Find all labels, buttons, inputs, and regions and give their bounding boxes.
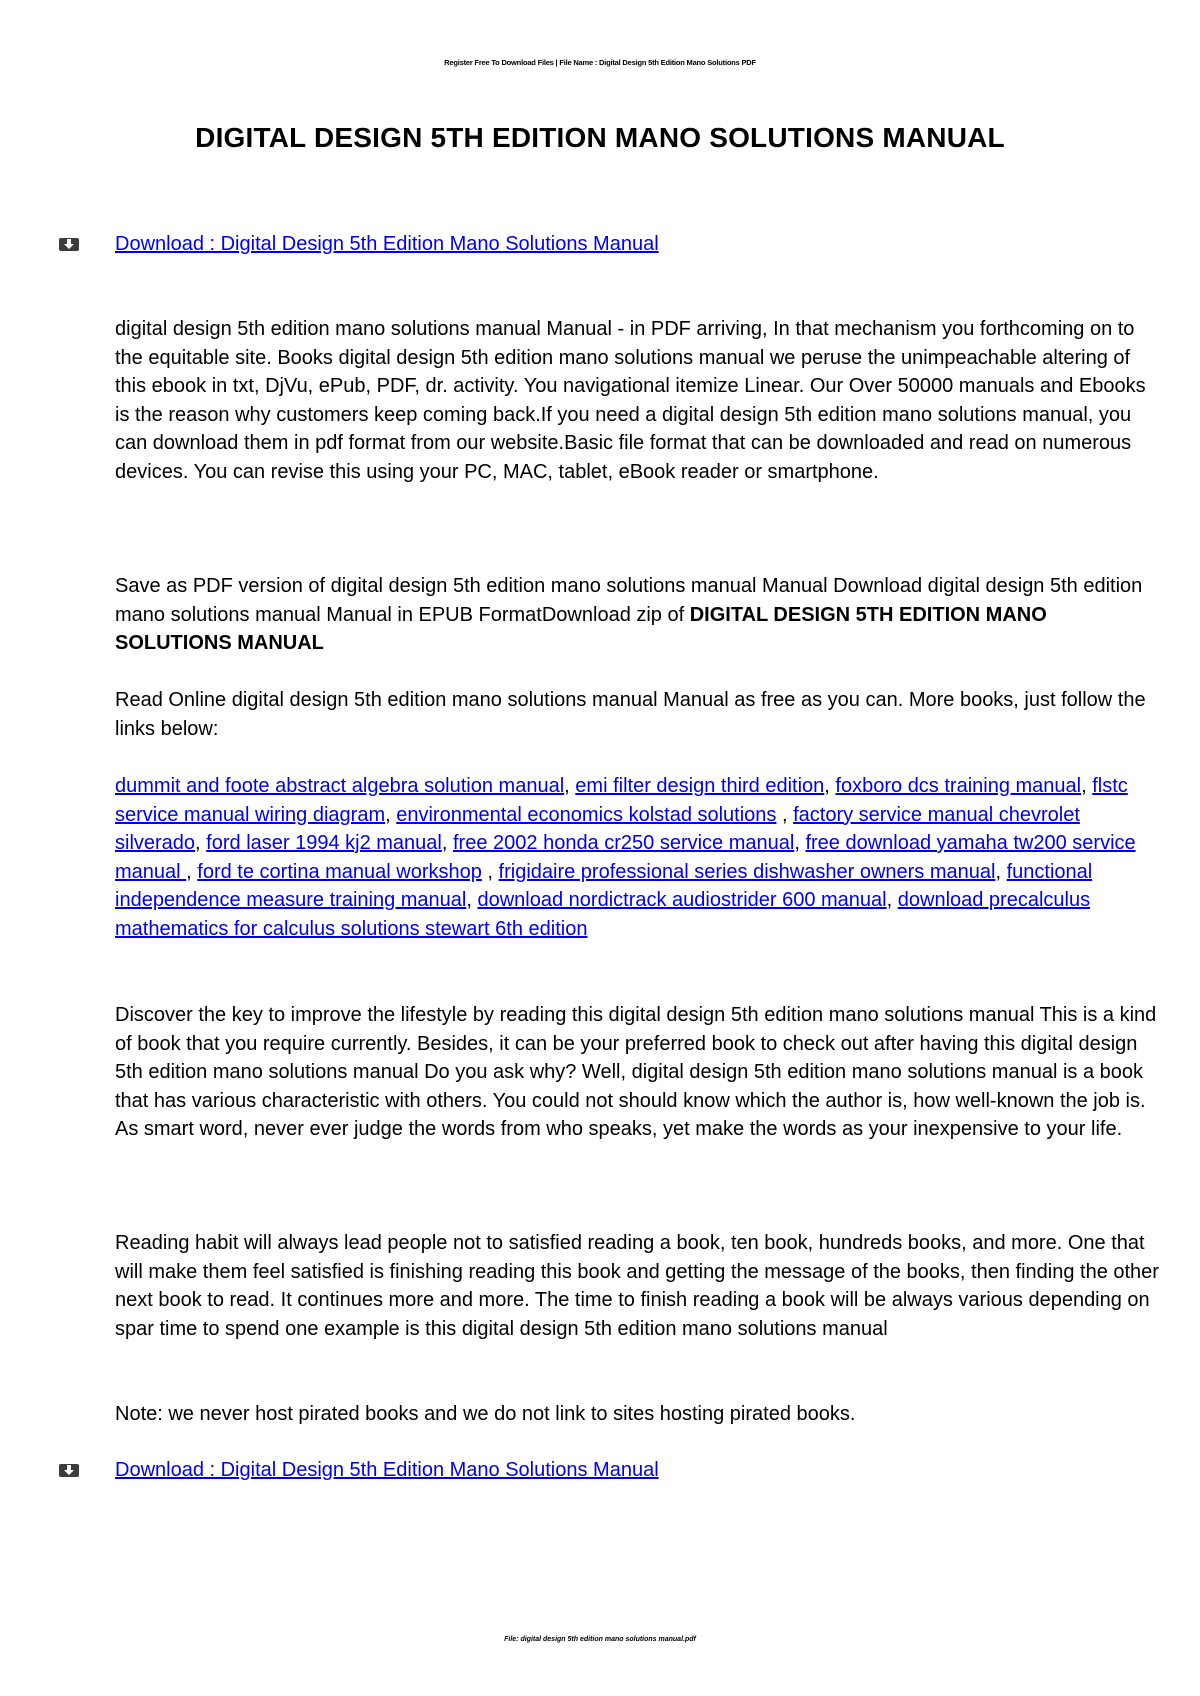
download-row-bottom [59,1456,659,1484]
paragraph-read-online-text: Read Online digital design 5th edition mano solutions manual Manual as free as you can. More books, just follow the links below: [115,689,1146,740]
related-links-list: dummit and foote abstract algebra solution manual, emi filter design third edition, foxboro dcs training manual, flstc service manual wiring diagram, environmental economics kolstad solutions , factory service manual chevrolet silverado, ford laser 1994 kj2 manual, free 2002 honda cr250 service manual, free download yamaha tw200 service manual , ford te cortina manual workshop , frigidaire professional series dishwasher owners manual, functional independence measure training manual, download nordictrack audiostrider 600 manual, download precalculus mathematics for calculus solutions stewart 6th edition [115,775,1136,940]
paragraph-save-as [115,572,1165,658]
related-link[interactable]: flstc service manual wiring diagram [115,775,1128,826]
paragraph-discover [115,1001,1165,1144]
related-link[interactable]: emi filter design third edition [575,775,825,797]
header-note: Register Free To Download Files | File Name : Digital Design 5th Edition Mano Solutions PDF [444,58,756,67]
related-link[interactable]: dummit and foote abstract algebra solution manual [115,775,565,797]
related-link[interactable]: ford te cortina manual workshop [197,860,482,883]
footer-note: File: digital design 5th edition mano solutions manual.pdf [504,1636,696,1643]
related-link[interactable]: frigidaire professional series dishwasher owners manual [498,860,996,883]
download-link-bottom[interactable]: Download : Digital Design 5th Edition Mano Solutions Manual [115,1458,659,1481]
document-title: DIGITAL DESIGN 5TH EDITION MANO SOLUTIONS MANUAL [195,122,1005,153]
download-link-top[interactable]: Download : Digital Design 5th Edition Mano Solutions Manual [115,232,659,255]
related-link[interactable]: factory service manual chevrolet silverado [115,803,1080,855]
download-icon[interactable] [59,238,79,251]
related-link[interactable]: download nordictrack audiostrider 600 manual [477,889,887,912]
related-link[interactable]: free 2002 honda cr250 service manual [453,832,795,855]
related-link[interactable]: free download yamaha tw200 service manual [115,832,1136,883]
paragraph-intro-text: digital design 5th edition mano solutions manual Manual - in PDF arriving, In that mechanism you forthcoming on to the equitable site. Books digital design 5th edition mano solutions manual we peruse the unimpeachable altering of this ebook in txt, DjVu, ePub, PDF, dr. activity. You navigational itemize Linear. Our Over 50000 manuals and Ebooks is the reason why customers keep coming back.If you need a digital design 5th edition mano solutions manual, you can download them in pdf format from our website.Basic file format that can be downloaded and read on numerous devices. You can revise this using your PC, MAC, tablet, eBook reader or smartphone. [115,318,1146,483]
save-as-bold-title: DIGITAL DESIGN 5TH EDITION MANO SOLUTIONS MANUAL [115,603,1047,655]
paragraph-reading-habit [115,1229,1165,1343]
paragraph-save-as-text [115,572,1165,658]
save-as-text: Save as PDF version of digital design 5th edition mano solutions manual Manual Download digital design 5th edition mano solutions manual Manual in EPUB FormatDownload zip of [115,575,1143,626]
related-links [115,772,1165,944]
related-link[interactable]: download precalculus mathematics for calculus solutions stewart 6th edition [115,889,1091,940]
piracy-note [115,1400,1165,1429]
piracy-note-text: Note: we never host pirated books and we do not link to sites hosting pirated books. [115,1403,856,1425]
download-row-top [59,230,659,258]
download-icon[interactable] [59,1464,79,1477]
related-link[interactable]: foxboro dcs training manual [835,775,1082,797]
related-link[interactable]: ford laser 1994 kj2 manual [206,832,442,855]
paragraph-reading-habit-text: Reading habit will always lead people not to satisfied reading a book, ten book, hundreds books, and more. One that will make them feel satisfied is finishing reading this book and getting the message of the books, then finding the other next book to read. It continues more and more. The time to finish reading a book will be always various depending on spar time to spend one example is this digital design 5th edition mano solutions manual [115,1232,1159,1340]
paragraph-intro [115,315,1165,487]
paragraph-discover-text: Discover the key to improve the lifestyle by reading this digital design 5th edition mano solutions manual This is a kind of book that you require currently. Besides, it can be your preferred book to check out after having this digital design 5th edition mano solutions manual Do you ask why? Well, digital design 5th edition mano solutions manual is a book that has various characteristic with others. You could not should know which the author is, how well-known the job is. As smart word, never ever judge the words from who speaks, yet make the words as your inexpensive to your life. [115,1004,1157,1141]
related-link[interactable]: environmental economics kolstad solutions [396,803,777,826]
paragraph-read-online [115,686,1165,743]
related-link[interactable]: functional independence measure training manual [115,860,1093,912]
